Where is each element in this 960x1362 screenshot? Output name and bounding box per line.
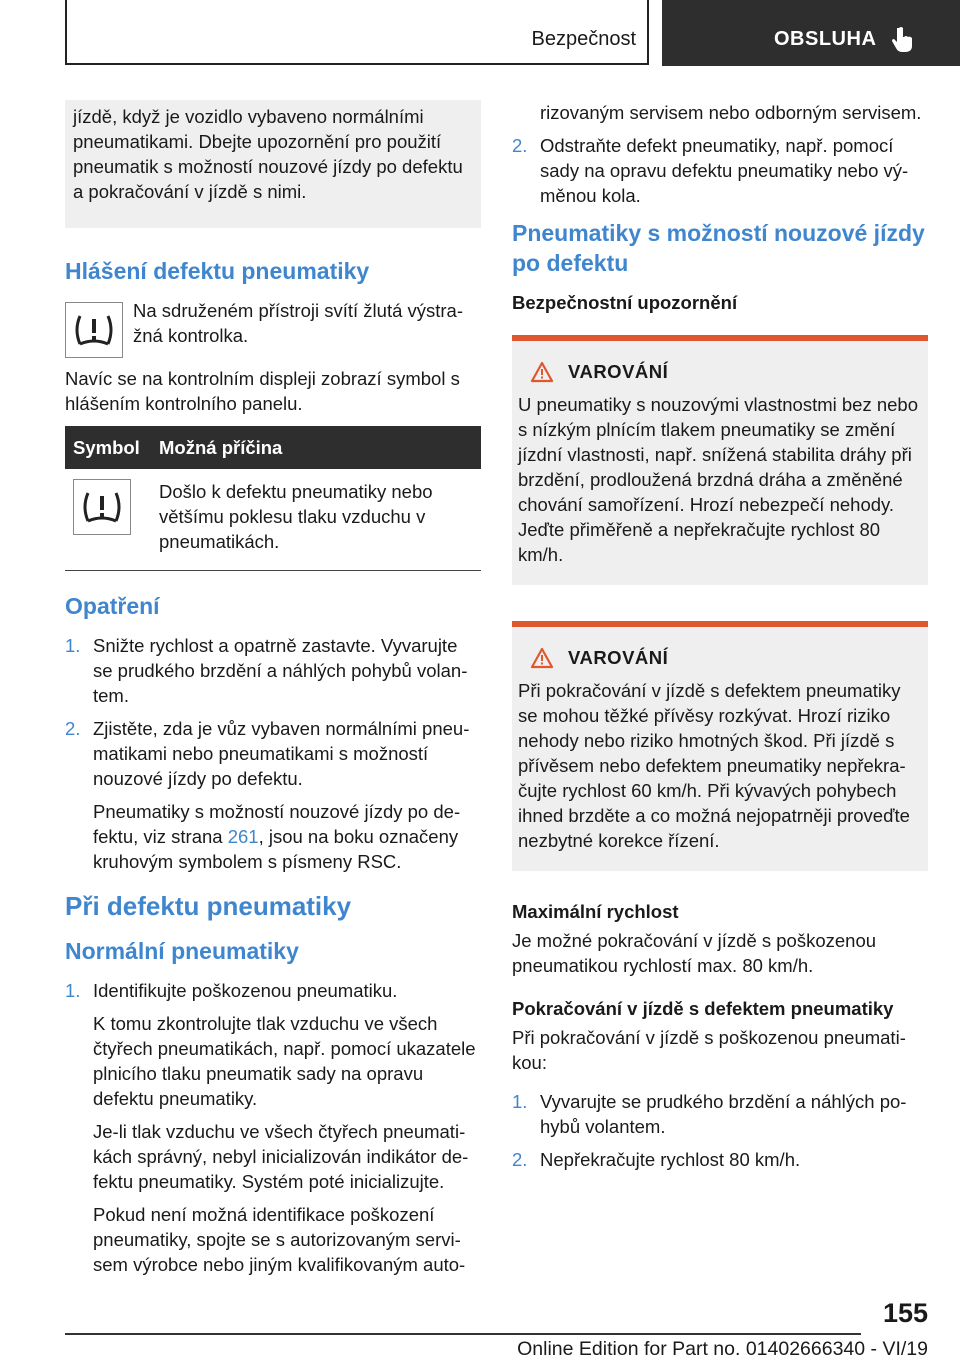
- list-item-text: Snižte rychlost a opatrně zastavte. Vyvarujte se prudkého brzdění a náhlých pohybů volantem.: [93, 635, 468, 706]
- page-reference-link[interactable]: 261: [227, 826, 259, 847]
- list-item: [512, 133, 928, 208]
- table-cell-symbol: [65, 469, 151, 571]
- intro-note-text: jízdě, když je vozidlo vybaveno normálními pneumatikami. Dbejte upozornění pro použití pneumatik s možností nouzové jízdy po defektu a pokračování v jízdě s nimi.: [73, 106, 463, 202]
- heading-measures: Opatření: [65, 593, 160, 619]
- table-header-cause: Možná příčina: [151, 426, 481, 469]
- header-rule-divider: [647, 0, 649, 64]
- list-item-paragraph: Pokud není možná identifikace poškození pneumatiky, spojte se s autorizovaným servisem výrobce nebo jiným kvalifikovaným auto-: [93, 1204, 466, 1275]
- list-item-text: Nepřekračujte rychlost 80 km/h.: [540, 1149, 801, 1170]
- footer-rule: [65, 1333, 861, 1335]
- warning-text: Při pokračování v jízdě s defektem pneumatiky se mohou těžké přívěsy rozkývat. Hrozí riziko nehody nebo riziko hmotných škod. Při jízdě s přívěsem nebo defektem pneumatiky nepřekračujte rychlost 60 km/h. Při kývavých pohybech ihned brzděte a co možná nejopatrněji proveďte nezbytné korekce řízení.: [518, 680, 910, 851]
- list-item-paragraph: Je-li tlak vzduchu ve všech čtyřech pneumatikách správný, nebyl inicializován indikátor defektu pneumatiky. Systém poté inicializujte.: [93, 1121, 469, 1192]
- header-chapter-tab: [662, 0, 960, 66]
- continue-driving-list: [512, 1089, 928, 1172]
- right-column: [512, 100, 928, 1182]
- tire-pressure-warning-icon: [73, 479, 131, 535]
- list-item-number: 2.: [65, 718, 81, 739]
- list-item-text: Identifikujte poškozenou pneumatiku.: [93, 980, 398, 1001]
- heading-safety-notes: Bezpečnostní upozornění: [512, 292, 738, 313]
- list-item: [65, 978, 481, 1277]
- list-item-number: 1.: [512, 1091, 528, 1112]
- hand-pointer-icon: [888, 24, 918, 54]
- list-item-number: 2.: [512, 135, 528, 156]
- warning-triangle-icon: [530, 361, 554, 383]
- heading-max-speed: Maximální rychlost: [512, 901, 679, 922]
- table-cell-cause: Došlo k defektu pneumatiky nebo většímu poklesu tlaku vzduchu v pneumatikách.: [151, 469, 481, 571]
- normal-tires-list: [65, 978, 481, 1277]
- warning-label: VAROVÁNÍ: [568, 361, 669, 382]
- header-section-title: Bezpečnost: [531, 28, 636, 50]
- warning-title: [530, 645, 922, 670]
- list-item: [512, 1089, 928, 1139]
- list-item-text: Vyvarujte se prudkého brzdění a náhlých pohybů volantem.: [540, 1091, 907, 1137]
- heading-run-flat-tires: Pneumatiky s možností nouzové jízdy po defektu: [512, 220, 925, 276]
- header-chapter-label: OBSLUHA: [774, 28, 877, 50]
- normal-tires-list-continued: [512, 100, 928, 208]
- max-speed-text: Je možné pokračování v jízdě s poškozenou pneumatikou rychlostí max. 80 km/h.: [512, 930, 877, 976]
- indicator-row: [65, 298, 481, 358]
- left-column: [65, 100, 481, 1287]
- heading-on-tire-defect: Při defektu pneumatiky: [65, 891, 352, 921]
- indicator-text: Na sdruženém přístroji svítí žlutá výstražná kontrolka.: [133, 300, 464, 346]
- header-rule-left: [65, 0, 67, 64]
- list-item-number: 1.: [65, 635, 81, 656]
- warning-text: U pneumatiky s nouzovými vlastnostmi bez nebo s nízkým plnícím tlakem pneumatiky se změní jízdní vlastnosti, např. snížená stabilita dráhy při brzdění, prodloužená brzdná dráha a změněné chování samořízení. Hrozí nebezpečí nehody. Jeďte přiměřeně a nepřekračujte rychlost 80 km/h.: [518, 394, 918, 565]
- heading-tire-defect-message: Hlášení defektu pneumatiky: [65, 258, 370, 284]
- rsc-reference-text: Pneumatiky s možností nouzové jízdy po defektu, viz strana 261, jsou na boku označeny kruhovým symbolem s písmeny RSC.: [93, 801, 461, 872]
- list-item-number: 2.: [512, 1149, 528, 1170]
- list-item-text: Zjistěte, zda je vůz vybaven normálními pneumatikami nebo pneumatikami s možností nouzové jízdy po defektu.: [93, 718, 470, 789]
- header-rule-bottom: [65, 63, 649, 65]
- page-number: 155: [882, 1298, 928, 1328]
- symbol-table: [65, 426, 481, 571]
- warning-triangle-icon: [530, 647, 554, 669]
- list-item: [65, 716, 481, 874]
- intro-note-box: [65, 100, 481, 228]
- heading-continue-driving: Pokračování v jízdě s defektem pneumatiky: [512, 998, 894, 1019]
- list-item-number: 1.: [65, 980, 81, 1001]
- list-item-text: Odstraňte defekt pneumatiky, např. pomocí sady na opravu defektu pneumatiky nebo výměnou kola.: [540, 135, 909, 206]
- warning-box: [512, 335, 928, 585]
- warning-box: [512, 621, 928, 871]
- list-item: [512, 1147, 928, 1172]
- table-row: [65, 469, 481, 571]
- tire-pressure-warning-icon: [65, 302, 123, 358]
- display-text: Navíc se na kontrolním displeji zobrazí symbol s hlášením kontrolního panelu.: [65, 368, 460, 414]
- footer-edition-text: Online Edition for Part no. 01402666340 - VI/19: [517, 1338, 928, 1360]
- list-item-paragraph: K tomu zkontrolujte tlak vzduchu ve všech čtyřech pneumatikách, např. pomocí ukazatele plnicího tlaku pneumatik sady na opravu defektu pneumatiky.: [93, 1013, 476, 1109]
- warning-title: [530, 359, 922, 384]
- warning-label: VAROVÁNÍ: [568, 647, 669, 668]
- measures-list: [65, 633, 481, 874]
- table-header-symbol: Symbol: [65, 426, 151, 469]
- heading-normal-tires: Normální pneumatiky: [65, 938, 299, 964]
- list-item: [512, 100, 928, 125]
- list-item-paragraph: rizovaným servisem nebo odborným servisem.: [540, 102, 922, 123]
- continue-intro-text: Při pokračování v jízdě s poškozenou pneumatikou:: [512, 1027, 906, 1073]
- list-item: [65, 633, 481, 708]
